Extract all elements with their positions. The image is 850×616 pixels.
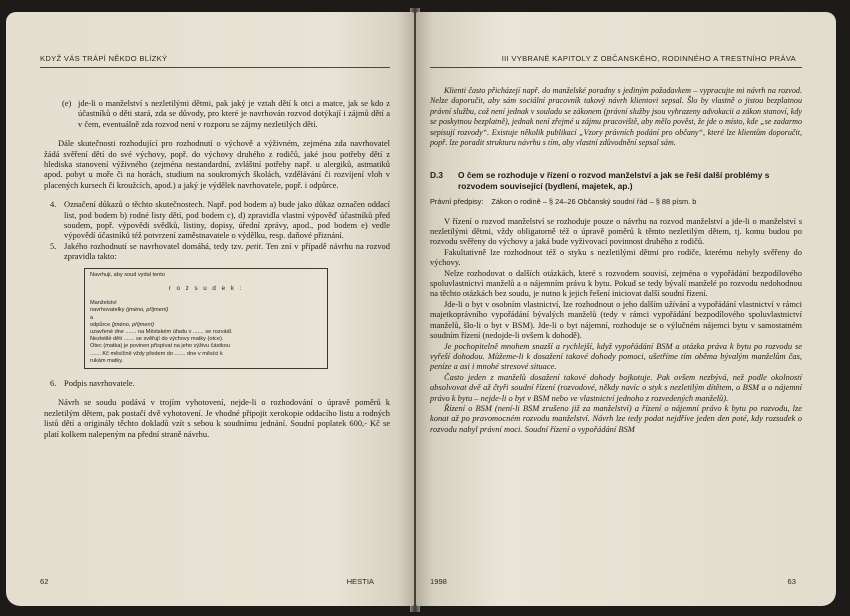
section-title: O čem se rozhoduje v řízení o rozvod manželství a jak se řeší další problémy s rozvodem související (bydlení, majetek, ap.) [458,170,770,192]
form-line-monthly: ....... Kč měsíčně vždy předem do ....... dne v měsíci k [90,350,223,357]
item-5-text-italic: petit [245,240,261,251]
para-further-facts: Dále skutečnosti rozhodující pro rozhodnutí o výchově a výživném, zejména zda navrhovatel žádá svěření dětí do své výchovy, popř. do výchovy druhého z rodičů, jaké jsou potřeby dětí z hlediska stanovení výživného (zejména nestandardní, zvláštní potřeby např. u alergiků, astmatiků apod. pobyt u moře či na horách, studium na soukromých školách, vzdělávání či rozvíjení vloh v placených kursech či kroužcích, apod.) a jaký je výdělek navrhovatele, popř. i odpůrce. [44,138,390,190]
legal-basis-label: Právní předpisy: [430,196,484,206]
form-applicant-placeholder: (jméno, příjmení) [126,307,169,314]
form-applicant-label: navrhovatelky [90,307,127,314]
right-page [416,12,836,606]
item-4-text: Označení důkazů o těchto skutečnostech. Např. pod bodem a) bude jako důkaz označen oddací list, pod bodem b) rodné listy dětí, pod bodem c), d) zpravidla vlastní výpověď účastníků před soudem, popř. výpovědi svědků, listiny, dopisy, úřední zprávy, apod., pod bodem e) vedle výpovědí účastníků též potvrzení zaměstnavatele o výdělku, resp. daňové přiznání. [64,199,390,241]
form-heading: r o z s u d e k : [168,284,244,292]
item-e-label: (e) [62,98,72,108]
form-line-concluded: uzavřené dne ....... na Městském úřadu v ....... se rozvádí. [90,328,233,335]
para-1: V řízení o rozvod manželství se rozhoduje pouze o návrhu na rozvod manželství a jde-li o manželství s nezletilými dětmi, vždy obligatorně též o úpravě poměrů k těmto nezletilým dětem, tj. komu budou po rozvodu svěřeny do výchovy a jaká bude vyživovací povinnost druhého z rodičů. [430,215,802,247]
para-6: Často jeden z manželů dosažení takové dohody bojkotuje. Pak ovšem nezbývá, než podle okolností absolvovat dvě až čtyři soudní řízení (rozvodové, někdy navíc o styk s nezletilým dítětem, o BSM a o nájemní právo k bytu – nejde-li o byt v BSM nebo ve vlastnictví jednoho z rozvedených manželů). [430,371,802,403]
section-heading [430,170,802,191]
item-5-text-a: Jakého rozhodnutí se navrhovatel domáhá, tedy tzv. [64,240,246,251]
form-line-respondent [90,322,322,329]
left-page-body [44,98,390,439]
item-e [44,98,390,129]
publisher-name: HESTIA [346,577,374,586]
para-7: Řízení o BSM (není-li BSM zrušeno již za manželství) a řízení o nájemní právo k bytu po rozvodu, lze konat až po pravomocném rozvodu manželství. Návrh lze tedy podat nejdříve jeden den poté, kdy rozsudek o rozvodu nabyl právní moci. Soudní řízení o vypořádání BSM [430,402,802,434]
form-line-marriage: Manželství [90,300,117,307]
form-line-request: Navrhuji, aby soud vydal tento [90,271,165,278]
right-page-body [430,86,802,434]
left-running-head: KDYŽ VÁS TRÁPÍ NĚKDO BLÍZKÝ [40,54,168,63]
item-6-text: Podpis navrhovatele. [64,377,135,388]
left-head-rule [40,67,390,68]
item-5-text-b: . Ten zní v případě návrhu na rozvod zpravidla takto: [64,240,390,262]
para-5: Je pochopitelně mnohem snazší a rychlejší, když vypořádání BSM a otázka práva k bytu po rozvodu se vyřeší dohodou. Můžeme-li k dosažení takové dohody pomoci, ušetříme tím oběma bývalým manželům čas, peníze a asi i mnohé stresové situace. [430,340,802,372]
item-6 [44,378,390,388]
legal-basis [430,197,802,207]
form-line-hands: rukám matky. [90,357,124,364]
left-folio: 62 [40,577,49,586]
item-6-label: 6. [50,377,57,388]
legal-basis-text: Zákon o rodině – § 24–26 Občanský soudní řád – § 88 písm. b [491,196,697,206]
left-page [6,12,414,606]
form-respondent-label: odpůrce [90,321,112,328]
italic-intro: Klienti často přicházejí např. do manželské poradny s jediným požadavkem – vypracujte mi návrh na rozvod. Nelze doporučit, aby sám sociální pracovník takový návrh klientovi sepsal. Šlo by vlastně o jistou bezplatnou právní službu, což není jednak v souladu se zákonem (právní služby jsou vyhrazeny advokacii a zákon stanoví, kdy se poskytnou bezplatně), jednak není zřejmé u zájmu pracoviště, aby mělo pověst, že jde o místo, kde „se zadarmo sepisují rozvody“. Existuje několik publikací „Vzory právních podání pro občany“, které lze klientům doporučit, popř. lze poradit strukturu návrhu s tím, aby vlastní zdůvodnění sepsal sám. [430,86,802,148]
form-respondent-placeholder: (jméno, příjmení) [111,321,155,328]
right-running-head: III VYBRANÉ KAPITOLY Z OBČANSKÉHO, RODINNÉHO A TRESTNÍHO PRÁVA [501,54,796,63]
item-4-label: 4. [50,199,57,210]
item-e-text: jde-li o manželství s nezletilými dětmi, pak jaký je vztah dětí k otci a matce, jak se kdo z účastníků o děti stará, zda se důvody, pro které je navrhován rozvod dotýkají i zájmů dětí a v čem, eventuálně zda rozvod není v rozporu se zájmy nezletilých dětí. [78,98,390,129]
form-line-applicant [90,307,322,314]
right-head-rule [430,67,802,68]
item-5 [44,241,390,262]
item-5-label: 5. [50,240,57,251]
item-4 [44,199,390,241]
para-3: Nelze rozhodovat o dalších otázkách, které s rozvodem souvisí, zejména o vypořádání bezpodílového spoluvlastnictví manželů a o nájemním právu k bytu. Pokud se tedy bývalí manželé po rozvodu nedohodnou na těchto otázkách bez soudu, je nutno k jejich řešení iniciovat další soudní řízení. [430,267,802,299]
para-2: Fakultativně lze rozhodnout též o styku s nezletilými dětmi pro rodiče, kterému nebyly svěřeny do výchovy. [430,246,802,268]
form-line-minor-children: Nezletilé děti ....... se svěřují do výchovy matky (otce). [90,336,224,343]
para-4: Jde-li o byt v osobním vlastnictví, lze rozhodnout o jeho dalším užívání a vypořádání vlastnictví v rámci majetkoprávního vypořádání bývalých manželů (tedy v rámci vypořádání bezpodílového spoluvlastnictví manželů, šlo-li o byt v BSM). Jde-li o byt nájemní, rozhoduje se o výlučném nájemci bytu v samostatném soudním řízení (nedojde-li ovšem k dohodě). [430,298,802,341]
right-folio: 63 [787,577,796,586]
para-filing: Návrh se soudu podává v trojím vyhotovení, nejde-li o rozhodování o úpravě poměrů k nezletilým dětem, pak postačí dvě vyhotovení. Je vhodné připojit xerokopie oddacího listu a rodných listů dětí a originály těchto dokladů vzít s sebou k soudnímu jednání. Soudní poplatek 600,- Kč se platí kolkem nalepeným na přední straně návrhu. [44,397,390,439]
form-line-and: a [90,314,94,321]
divorce-form-sample [84,268,328,369]
section-number: D.3 [430,170,444,181]
publication-year: 1998 [430,577,447,586]
form-line-father: Otec (matka) je povinen přispívat na jeho výživu částkou [90,343,230,350]
